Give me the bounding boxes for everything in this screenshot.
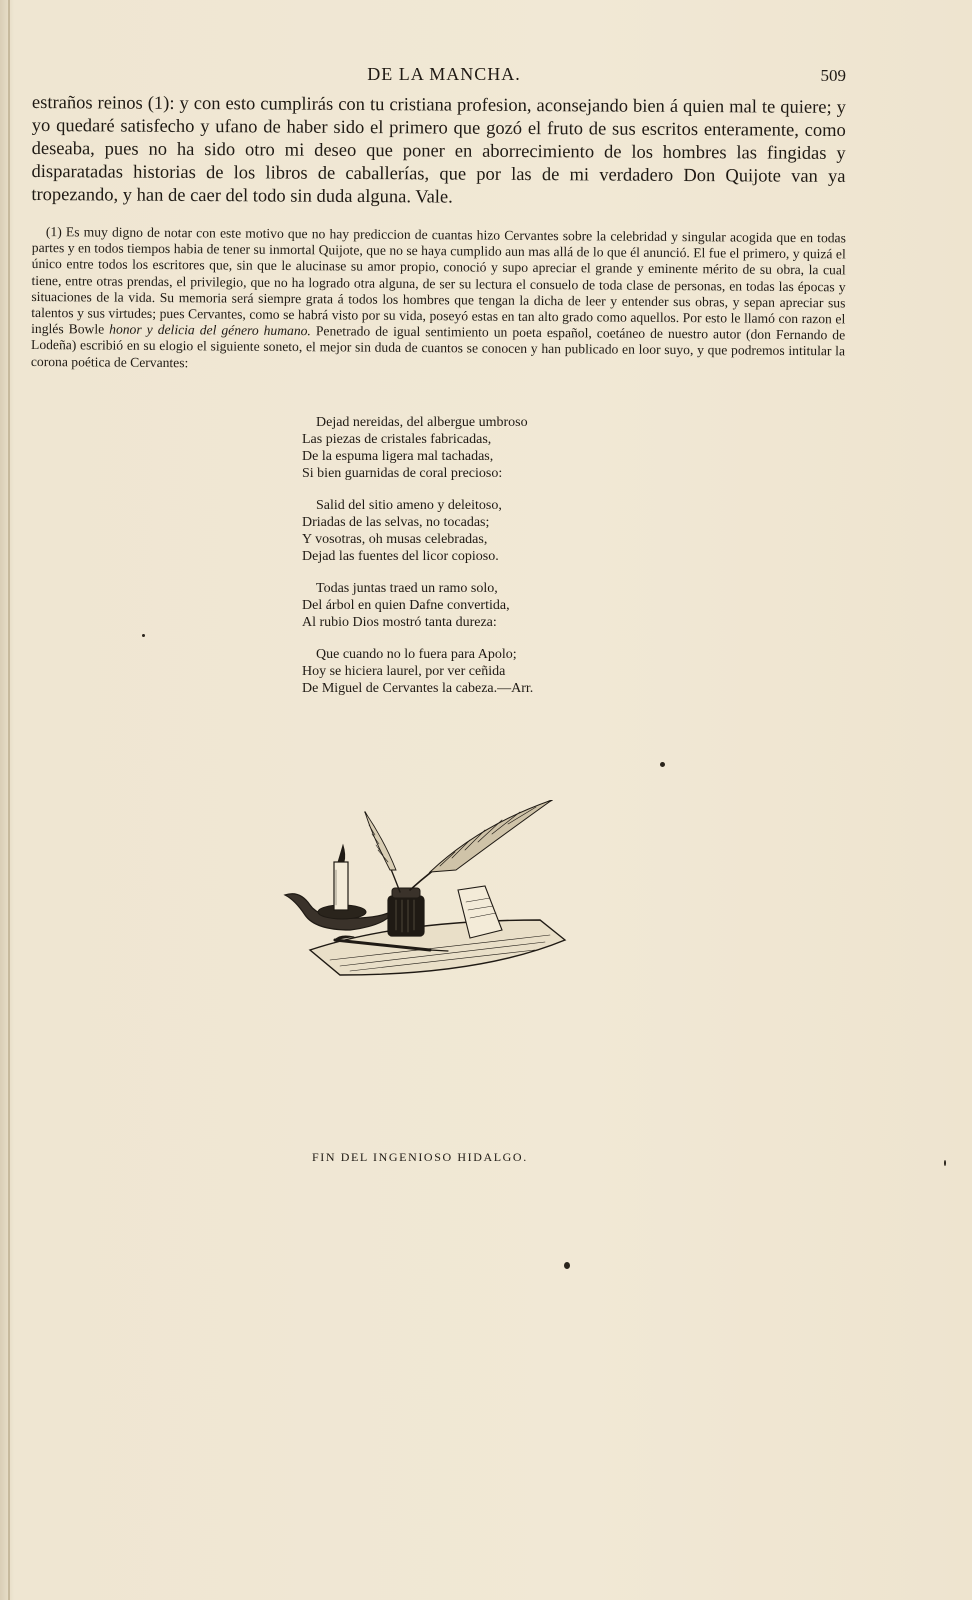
footnote-text-start: (1) Es muy digno de notar con este motivo que no hay prediccion de cuantas hizo Cervantes sobre la celebridad y singular acogida que en todas partes y en todos tiempos habia de tener su inmortal Quijote, que no se haya cumplido aun mas allá de lo que él anunció. El fue el primero, y quizá el único entre todos los escritores que, sin que le alucinase su amor propio, conoció y supo apreciar el grande y eminente mérito de su obra, la cual tiene, entre otras prendas, el privilegio, que no ha logrado otra alguna, de ser su lectura el consuelo de toda clase de personas, en todas las épocas y situaciones de la vida. Su memoria será siempre grata á todos los hombres que tengan la dicha de leer y entender sus obras, y sepan apreciar sus talentos y sus virtudes; pues Cervantes, como se habrá visto por su vida, poseyó estas en tan alto grado como aquellos. Por esto le llamó con razon el inglés Bowle xyxy=(31,224,846,337)
sonnet-line: Que cuando no lo fuera para Apolo; xyxy=(316,647,517,662)
ink-speck xyxy=(564,1262,570,1269)
page-number: 509 xyxy=(820,66,846,85)
sonnet-line: Del árbol en quien Dafne convertida, xyxy=(302,598,510,613)
sonnet-line: Dejad las fuentes del licor copioso. xyxy=(302,549,499,564)
main-paragraph: estraños reinos (1): y con esto cumplirás con tu cristiana profesion, aconsejando bien á quien mal te quiere; y yo quedaré satisfecho y ufano de haber sido el primero que gozó el fruto de sus escritos enteramente, como deseaba, pues no ha sido otro mi deseo que poner en aborrecimiento de los hombres las fingidas y disparatadas historias de los libros de caballerías, que por las de mi verdadero Don Quijote van ya tropezando, y han de caer del todo sin duda alguna. Vale. xyxy=(31,92,846,208)
main-text xyxy=(31,92,846,212)
sonnet-line: Si bien guarnidas de coral precioso: xyxy=(302,466,503,481)
inkwell-quill-vignette xyxy=(280,800,580,990)
footnote-italic-quote: honor y delicia del género humano. xyxy=(109,321,311,339)
footnote xyxy=(31,224,846,376)
sonnet-stanza-1 xyxy=(302,414,602,482)
sonnet-line: Todas juntas traed un ramo solo, xyxy=(316,581,498,596)
ink-speck xyxy=(142,634,145,637)
ink-speck xyxy=(944,1160,946,1166)
footnote-text-end: Penetrado de igual sentimiento un poeta español, coetáneo de nuestro autor (don Fernando de Lodeña) escribió en su elogio el siguiente soneto, el mejor sin duda de cuantos se conocen y han publicado en loor suyo, y que podremos intitular la corona poética de Cervantes: xyxy=(30,323,846,370)
page-binding-edge xyxy=(8,0,10,1600)
footnote-paragraph xyxy=(31,224,846,376)
sonnet-line: Salid del sitio ameno y deleitoso, xyxy=(316,498,502,513)
ink-speck xyxy=(660,762,665,767)
sonnet-stanza-2 xyxy=(302,497,602,565)
sonnet-line: Driadas de las selvas, no tocadas; xyxy=(302,515,490,530)
sonnet-stanza-4 xyxy=(302,646,602,697)
sonnet-line: De Miguel de Cervantes la cabeza.—Arr. xyxy=(302,681,534,696)
sonnet-line: Las piezas de cristales fabricadas, xyxy=(302,432,492,447)
sonnet-line: Hoy se hiciera laurel, por ver ceñida xyxy=(302,664,506,679)
sonnet-line: Al rubio Dios mostró tanta dureza: xyxy=(302,615,497,630)
sonnet-line: Y vosotras, oh musas celebradas, xyxy=(302,532,488,547)
sonnet xyxy=(302,414,602,712)
sonnet-line: De la espuma ligera mal tachadas, xyxy=(302,449,494,464)
sonnet-stanza-3 xyxy=(302,580,602,631)
sonnet-line: Dejad nereidas, del albergue umbroso xyxy=(316,415,528,430)
page-header xyxy=(32,64,846,88)
end-colophon: FIN DEL INGENIOSO HIDALGO. xyxy=(312,1150,528,1164)
running-title: DE LA MANCHA. xyxy=(367,64,521,84)
